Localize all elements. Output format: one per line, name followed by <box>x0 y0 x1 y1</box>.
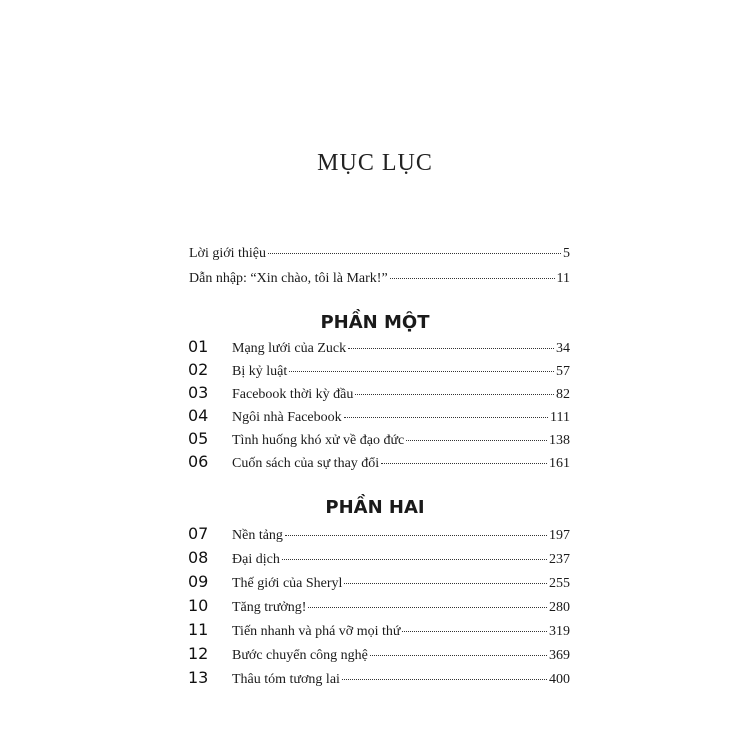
dot-leader <box>342 679 547 680</box>
entry-page: 5 <box>563 246 570 261</box>
chapter-number: 01 <box>188 337 209 356</box>
chapter-title: Tiến nhanh và phá vỡ mọi thứ <box>232 624 401 639</box>
dot-leader <box>370 655 547 656</box>
dot-leader <box>390 278 555 279</box>
chapter-title: Đại dịch <box>232 552 280 567</box>
entry-page: 11 <box>556 271 570 286</box>
toc-intro-entry <box>188 271 570 287</box>
dot-leader <box>285 535 547 536</box>
chapter-entry <box>188 524 570 544</box>
dot-leader <box>268 253 561 254</box>
chapter-number: 05 <box>188 429 209 448</box>
chapter-page: 161 <box>549 456 570 471</box>
chapter-page: 138 <box>549 433 570 448</box>
chapter-page: 255 <box>549 576 570 591</box>
entry-title: Lời giới thiệu <box>189 246 267 261</box>
chapter-number: 12 <box>188 644 209 663</box>
dot-leader <box>289 371 554 372</box>
chapter-title: Thâu tóm tương lai <box>232 672 340 687</box>
chapter-title: Ngôi nhà Facebook <box>232 410 342 425</box>
chapter-title: Facebook thời kỳ đầu <box>232 387 354 402</box>
chapter-entry <box>188 668 570 688</box>
chapter-number: 06 <box>188 452 209 471</box>
chapter-entry <box>188 620 570 640</box>
dot-leader <box>308 607 547 608</box>
chapter-entry <box>188 429 570 449</box>
chapter-number: 03 <box>188 383 209 402</box>
chapter-title: Tình huống khó xử về đạo đức <box>232 433 405 448</box>
chapter-page: 197 <box>549 528 570 543</box>
chapter-title: Nền tảng <box>232 528 283 543</box>
toc-title: MỤC LỤC <box>317 150 433 176</box>
chapter-page: 57 <box>556 364 570 379</box>
chapter-number: 11 <box>188 620 209 639</box>
chapter-entry <box>188 572 570 592</box>
chapter-page: 280 <box>549 600 570 615</box>
chapter-number: 07 <box>188 524 209 543</box>
chapter-entry <box>188 596 570 616</box>
dot-leader <box>344 583 547 584</box>
chapter-page: 82 <box>556 387 570 402</box>
chapter-title: Tăng trưởng! <box>232 600 307 615</box>
chapter-title: Thế giới của Sheryl <box>232 576 343 591</box>
dot-leader <box>402 631 547 632</box>
chapter-page: 34 <box>556 341 570 356</box>
part-title: PHẦN HAI <box>325 497 425 518</box>
chapter-entry <box>188 337 570 357</box>
chapter-page: 400 <box>549 672 570 687</box>
dot-leader <box>344 417 548 418</box>
chapter-entry <box>188 548 570 568</box>
chapter-entry <box>188 452 570 472</box>
dot-leader <box>406 440 547 441</box>
toc-intro-entry <box>188 246 570 262</box>
chapter-title: Cuốn sách của sự thay đổi <box>232 456 380 471</box>
chapter-page: 319 <box>549 624 570 639</box>
chapter-number: 13 <box>188 668 209 687</box>
part-title: PHẦN MỘT <box>320 312 430 333</box>
entry-title: Dẫn nhập: “Xin chào, tôi là Mark!” <box>189 271 388 286</box>
chapter-entry <box>188 360 570 380</box>
dot-leader <box>381 463 547 464</box>
chapter-number: 08 <box>188 548 209 567</box>
dot-leader <box>348 348 554 349</box>
chapter-page: 237 <box>549 552 570 567</box>
chapter-entry <box>188 406 570 426</box>
chapter-entry <box>188 644 570 664</box>
chapter-entry <box>188 383 570 403</box>
chapter-title: Bước chuyển công nghệ <box>232 648 368 663</box>
chapter-page: 369 <box>549 648 570 663</box>
dot-leader <box>282 559 547 560</box>
chapter-title: Mạng lưới của Zuck <box>232 341 347 356</box>
chapter-title: Bị kỷ luật <box>232 364 288 379</box>
dot-leader <box>355 394 554 395</box>
chapter-number: 04 <box>188 406 209 425</box>
chapter-number: 02 <box>188 360 209 379</box>
chapter-number: 09 <box>188 572 209 591</box>
chapter-number: 10 <box>188 596 209 615</box>
chapter-page: 111 <box>550 410 570 425</box>
